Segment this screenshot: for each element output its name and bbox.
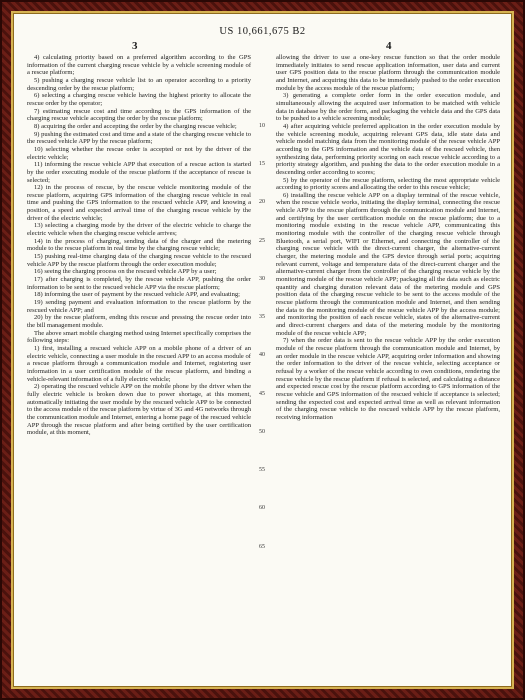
line-number: 55 [259, 467, 265, 474]
paragraph: 4) calculating priority based on a preferred algorithm according to the GPS information of the current charging rescue vehicle by a vehicle screening module of a rescue platform; [27, 54, 251, 77]
paragraph: 6) selecting a charging rescue vehicle having the highest priority to allocate the rescue order by the operator; [27, 92, 251, 107]
paragraph: 8) acquiring the order and accepting the order by the charging rescue vehicle; [34, 122, 237, 130]
line-number: 35 [259, 314, 265, 321]
line-number: 45 [259, 390, 265, 397]
line-number: 15 [259, 161, 265, 168]
line-number: 40 [259, 352, 265, 359]
paragraph: 7) when the order data is sent to the rescue vehicle APP by the order execution module of the rescue platform through the communication module and Internet, by an order module in the rescue vehicle APP, acquiring order information and showing the order information to the driver of the rescue vehicle, selecting acceptance or refusal by a worker of the rescue vehicle according to own conditions, rendering the rescue vehicle by the rescue platform if refusal is selected, and calculating a distance and expected rescue cost by the rescue platform according to GPS information of the rescue vehicle and GPS information of the rescued vehicle if acceptance is selected; sending the expected cost and expected arrival time as well as relevant information of the charging rescue vehicle to the rescued vehicle APP by the rescue platform, receiving information [276, 337, 500, 421]
left-column [27, 54, 251, 437]
paragraph: 17) after charging is completed, by the rescue vehicle APP, pushing the order information to be sent to the rescued vehicle APP via the rescue platform; [27, 276, 251, 291]
paragraph: 3) generating a complete order form in the order execution module, and simultaneously allowing the acquired user information to be matched with vehicle data in database by the order form, and packaging the vehicle data and the GPS data to be pushed to a vehicle screening module; [276, 92, 500, 123]
document-page [14, 14, 511, 686]
line-number: 10 [259, 122, 265, 129]
left-column-number: 3 [132, 40, 138, 52]
line-number: 20 [259, 199, 265, 206]
line-number: 25 [259, 237, 265, 244]
right-column [276, 54, 500, 422]
paragraph: 6) installing the rescue vehicle APP on a display terminal of the rescue vehicle, when the rescue vehicle works, initiating the display terminal, connecting the rescue vehicle APP to the rescue platform through the communication module and Internet, and certifying by the user certification module on the rescue platform; due to a monitoring module existing in the rescue vehicle APP, communicating this monitoring module with the controller of the charging rescue vehicle through Bluetooth, a serial port, WIFI or Ethernet, and connecting the controller of the charging rescue vehicle with the direct-current charger, the alternative-current charger, the metering module and the GPS device through serial ports; acquiring relevant current, voltage and temperature data of the direct-current charger and the alternative-current charger from the controller of the charging rescue vehicle by the monitoring module of the rescue vehicle APP; packaging all the data such as electric quantity and charging duration relevant data of the metering module and GPS position data of the charging rescue vehicle to be sent to the access module of the rescue platform through the communication module and Internet, and then sending the data to the monitoring module of the rescue vehicle APP by the access module; and monitoring the position of each rescue vehicle, states of the alternative-current and direct-current chargers and data of the metering module by the monitoring module of the rescue vehicle APP; [276, 191, 500, 337]
paragraph: 16) seeing the charging process on the rescued vehicle APP by a user; [34, 268, 217, 276]
paragraph: 14) in the process of charging, sending data of the charger and the metering module to the rescue platform in real time by the charging rescue vehicle; [27, 237, 251, 253]
line-number: 65 [259, 543, 265, 550]
paragraph: 10) selecting whether the rescue order is accepted or not by the driver of the electric vehicle; [27, 145, 251, 161]
paragraph: The above smart mobile charging method using Internet specifically comprises the following steps: [27, 329, 251, 345]
paragraph: 11) informing the rescue vehicle APP that execution of a rescue action is started by the order executing module of the rescue platform if the acceptance of rescue is selected; [27, 161, 251, 184]
paragraph: 12) in the process of rescue, by the rescue vehicle monitoring module of the rescue platform, acquiring GPS information of the charging rescue vehicle in real time and pushing the GPS information to the rescued vehicle APP, and knowing a position, a speed and expected arrival time of the charging rescue vehicle by the driver of the electric vehicle; [27, 184, 251, 222]
paragraph: 1) first, installing a rescued vehicle APP on a mobile phone of a driver of an electric vehicle, connecting a user module in the rescued APP to an access module of a rescue platform through a communication module and Internet, registering user information in a user certification module of the rescue platform, and binding a vehicle-relevant information of a fully electric vehicle; [27, 344, 251, 383]
line-number: 60 [259, 505, 265, 512]
paragraph: 20) by the rescue platform, ending this rescue and pressing the rescue order into the bill management module. [27, 314, 251, 329]
paragraph: 18) informing the user of payment by the rescued vehicle APP, and evaluating; [34, 291, 240, 299]
line-number: 30 [259, 275, 265, 282]
paragraph: 9) pushing the estimated cost and time and a state of the charging rescue vehicle to the rescued vehicle APP by the rescue platform; [27, 130, 251, 146]
patent-number: US 10,661,675 B2 [219, 26, 306, 37]
paragraph: 19) sending payment and evaluation information to the rescue platform by the rescued vehicle APP; and [27, 299, 251, 314]
paragraph: allowing the driver to use a one-key rescue function so that the order module immediately initiates to send rescue application information, user data and current user GPS position data to the rescue platform through the communication module and Internet, and acquiring this data to be immediately pushed to the order execution module by the access module of the rescue platform; [276, 54, 500, 92]
paragraph: 13) selecting a charging mode by the driver of the electric vehicle to charge the electric vehicle when the charging rescue vehicle arrives; [27, 222, 251, 238]
paragraph: 5) by the operator of the rescue platform, selecting the most appropriate vehicle according to priority scores and allocating the order to this rescue vehicle; [276, 176, 500, 192]
paragraph: 5) pushing a charging rescue vehicle list to an operator according to a priority descending order by the rescue platform; [27, 76, 251, 92]
paragraph: 4) after acquiring vehicle preferred application in the order execution module by the vehicle screening module, acquiring relevant GPS data, idle state data and vehicle model matching data from the monitoring module of the rescue vehicle APP according to the GPS information and the vehicle data of the rescued vehicle, then synthesizing data, performing priority scoring on each rescue vehicle according to a priority strategy algorithm, and pushing the data to the order execution module in a descending order according to scores; [276, 122, 500, 176]
right-column-number: 4 [386, 40, 392, 52]
paragraph: 15) pushing real-time charging data of the charging rescue vehicle to the rescued vehicle APP by the rescue platform through the order execution module; [27, 253, 251, 268]
paragraph: 7) estimating rescue cost and time according to the GPS information of the charging rescue vehicle accepting the order by the rescue platform; [27, 107, 251, 123]
line-number: 50 [259, 428, 265, 435]
paragraph: 2) operating the rescued vehicle APP on the mobile phone by the driver when the fully electric vehicle is broken down due to power shortage, at this moment, automatically initiating the user module by the rescued vehicle APP to be connected to the access module of the rescue platform by virtue of 3G and 4G networks through the communication module and Internet, entering a home page of the rescued vehicle APP through the rescue platform and after being certified by the user certification module, at this moment, [27, 383, 251, 437]
